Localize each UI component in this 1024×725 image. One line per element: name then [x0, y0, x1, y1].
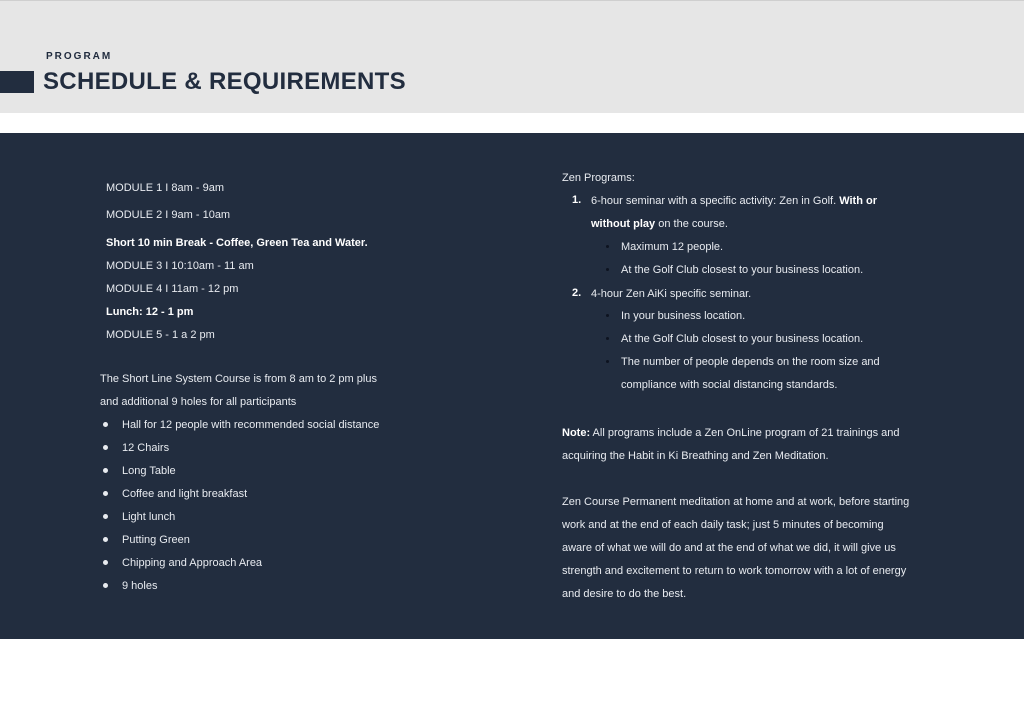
permanent-line-5: and desire to do the best.: [562, 588, 687, 600]
bullet-dot: [103, 468, 108, 473]
list-item: Light lunch: [122, 511, 176, 523]
bullet-dot: [103, 537, 108, 542]
page-title: SCHEDULE & REQUIREMENTS: [43, 68, 406, 95]
sub-bullet-dot: [606, 360, 609, 363]
program-2-text: 4-hour Zen AiKi specific seminar.: [591, 288, 752, 300]
permanent-line-2: work and at the end of each daily task; just 5 minutes of becoming: [562, 519, 884, 531]
schedule-item-module-2: MODULE 2 I 9am - 10am: [106, 209, 231, 221]
schedule-item-module-4: MODULE 4 I 11am - 12 pm: [106, 283, 239, 295]
list-item: Long Table: [122, 465, 176, 477]
schedule-item-module-5: MODULE 5 - 1 a 2 pm: [106, 329, 215, 341]
program-2-sub-1: In your business location.: [621, 310, 746, 322]
bullet-dot: [103, 583, 108, 588]
sub-bullet-dot: [606, 245, 609, 248]
list-item: 9 holes: [122, 580, 158, 592]
section-eyebrow: PROGRAM: [46, 51, 113, 62]
list-item: Putting Green: [122, 534, 190, 546]
note-text: All programs include a Zen OnLine program of 21 trainings and: [590, 427, 900, 439]
program-1-bold-1: With or: [839, 195, 877, 207]
list-item: 12 Chairs: [122, 442, 170, 454]
sub-bullet-dot: [606, 268, 609, 271]
sub-bullet-dot: [606, 314, 609, 317]
bullet-dot: [103, 514, 108, 519]
course-intro-line-1: The Short Line System Course is from 8 am to 2 pm plus: [100, 373, 377, 385]
sub-bullet-dot: [606, 337, 609, 340]
bullet-dot: [103, 560, 108, 565]
program-2-sub-3-line-2: compliance with social distancing standards.: [621, 379, 838, 391]
list-item: Coffee and light breakfast: [122, 488, 248, 500]
bullet-dot: [103, 445, 108, 450]
title-accent-bar: [0, 71, 34, 93]
list-item: Hall for 12 people with recommended social distance: [122, 419, 380, 431]
program-1-text-2: on the course.: [655, 218, 728, 230]
permanent-line-3: aware of what we will do and at the end of what we did, it will give us: [562, 542, 896, 554]
zen-heading: Zen Programs:: [562, 172, 635, 184]
note-line-1: [562, 425, 900, 441]
schedule-item-break: Short 10 min Break - Coffee, Green Tea and Water.: [106, 237, 368, 249]
permanent-line-1: Zen Course Permanent meditation at home and at work, before starting: [562, 496, 910, 508]
schedule-item-module-3: MODULE 3 I 10:10am - 11 am: [106, 260, 254, 272]
list-item: Chipping and Approach Area: [122, 557, 263, 569]
schedule-item-module-1: MODULE 1 I 8am - 9am: [106, 182, 224, 194]
bullet-dot: [103, 422, 108, 427]
permanent-line-4: strength and excitement to return to work tomorrow with a lot of energy: [562, 565, 907, 577]
note-line-2: acquiring the Habit in Ki Breathing and Zen Meditation.: [562, 450, 829, 462]
program-2-sub-2: At the Golf Club closest to your business location.: [621, 333, 864, 345]
program-1-line-1: [591, 193, 877, 209]
content-panel: [0, 133, 1024, 639]
program-1-number: 1.: [572, 194, 582, 206]
program-2-sub-3-line-1: The number of people depends on the room size and: [621, 356, 880, 368]
program-1-line-2: [591, 216, 728, 232]
program-1-bold-2: without play: [591, 218, 656, 230]
schedule-item-lunch: Lunch: 12 - 1 pm: [106, 306, 194, 318]
bullet-dot: [103, 491, 108, 496]
program-1-text: 6-hour seminar with a specific activity: Zen in Golf.: [591, 195, 840, 207]
program-1-sub-2: At the Golf Club closest to your business location.: [621, 264, 864, 276]
program-2-number: 2.: [572, 287, 582, 299]
page-header: [0, 0, 1024, 113]
course-intro-line-2: and additional 9 holes for all participants: [100, 396, 297, 408]
program-1-sub-1: Maximum 12 people.: [621, 241, 724, 253]
note-label: Note:: [562, 427, 591, 439]
